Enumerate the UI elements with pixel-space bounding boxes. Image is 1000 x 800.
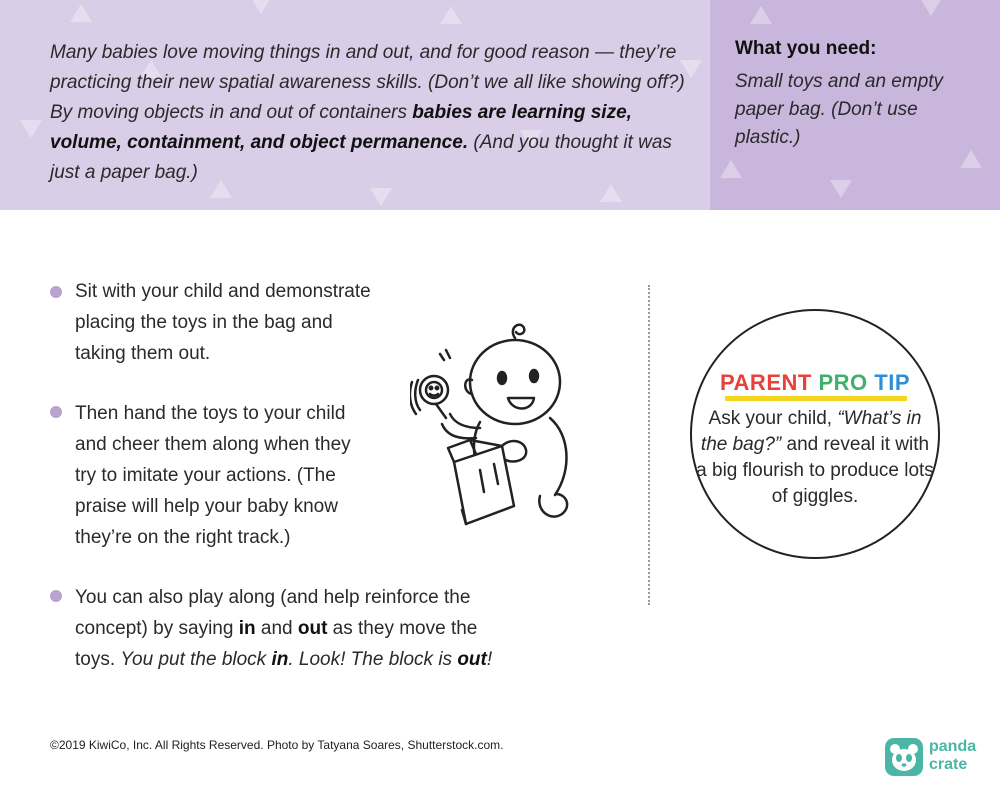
- what-you-need-text: Small toys and an empty paper bag. (Don’t use plastic.): [735, 71, 944, 148]
- step-2-text: Then hand the toys to your child and cheer them along when they try to imitate your actions. (The praise will help your baby know they’re on the right track.): [75, 403, 351, 548]
- triangle-decoration: [70, 4, 92, 22]
- triangle-decoration: [920, 0, 942, 16]
- panda-icon: [884, 737, 924, 777]
- tip-underline: [725, 396, 907, 401]
- bullet-dot: [50, 590, 62, 602]
- logo-wordmark: panda crate: [929, 738, 977, 773]
- intro-emphasis: babies are learning size, volume, containment, and object permanence.: [50, 102, 632, 153]
- what-you-need-title: What you need:: [735, 38, 877, 59]
- triangle-decoration: [750, 6, 772, 24]
- triangle-decoration: [370, 188, 392, 206]
- triangle-decoration: [960, 150, 982, 168]
- triangle-decoration: [830, 180, 852, 198]
- triangle-decoration: [440, 6, 462, 24]
- triangle-decoration: [720, 160, 742, 178]
- baby-with-bag-illustration: [410, 310, 580, 530]
- bullet-dot: [50, 406, 62, 418]
- step-3-text: You can also play along (and help reinforce the concept) by saying in and out as they move the toys. You put the block in. Look! The block is out!: [75, 587, 493, 670]
- bullet-dot: [50, 286, 62, 298]
- triangle-decoration: [20, 120, 42, 138]
- intro-text: Many babies love moving things in and out, and for good reason — they’re practicing their new spatial awareness skills. (Don’t we all like showing off?) By moving objects in and out of containers babies are learning size, volume, containment, and object permanence. (And you thought it was just a paper bag.): [50, 42, 685, 183]
- step-1-text: Sit with your child and demonstrate placing the toys in the bag and taking them out.: [75, 281, 371, 364]
- tip-title: PARENT PRO TIP: [720, 370, 910, 395]
- dotted-divider: [648, 285, 650, 605]
- copyright-footer: ©2019 KiwiCo, Inc. All Rights Reserved. Photo by Tatyana Soares, Shutterstock.com.: [50, 738, 504, 752]
- triangle-decoration: [250, 0, 272, 14]
- tip-text: Ask your child, “What’s in the bag?” and reveal it with a big flourish to produce lots of giggles.: [696, 408, 934, 507]
